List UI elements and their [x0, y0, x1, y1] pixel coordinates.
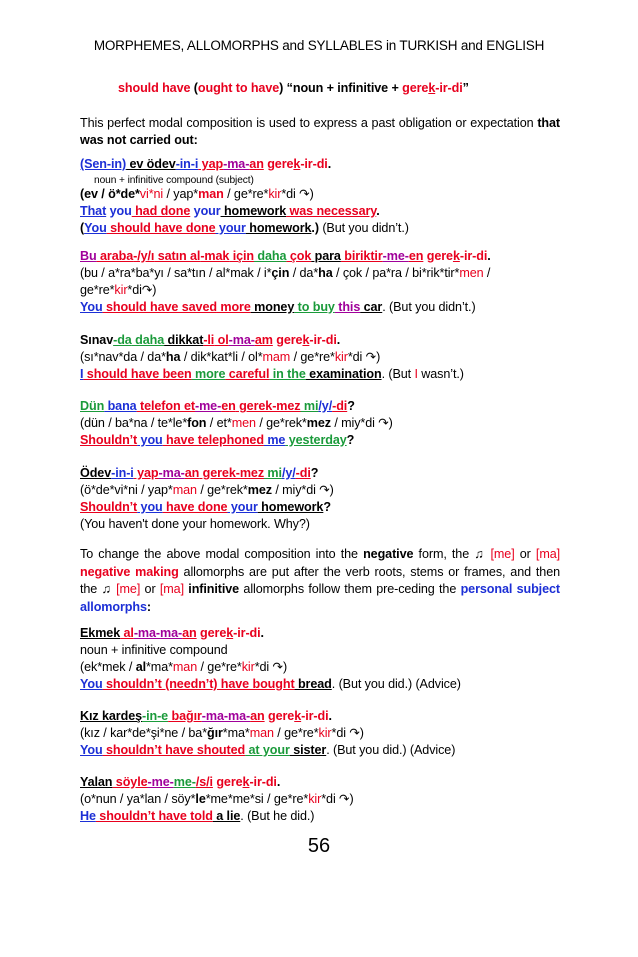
running-header: MORPHEMES, ALLOMORPHS and SYLLABLES in TURKISH and ENGLISH: [93, 38, 545, 53]
syll: kir: [241, 660, 255, 674]
example-8-turkish: [80, 774, 560, 790]
word: daha: [131, 333, 165, 347]
example-7-turkish: [80, 708, 560, 724]
word: your: [190, 204, 221, 218]
word: to buy: [294, 300, 335, 314]
note: . (But you did.) (Advice): [326, 743, 456, 757]
word: Ödev: [80, 466, 112, 480]
syll: / ge*re*: [197, 660, 242, 674]
example-2-syllables-1: [80, 265, 560, 281]
word: Shouldn’t: [80, 500, 138, 514]
example-4-turkish: [80, 398, 560, 414]
para-bold: negative: [363, 547, 414, 561]
intro-text: This perfect modal composition is used to express a past obligation or expectation: [80, 116, 538, 130]
syll: vi*ni: [139, 187, 164, 201]
syll: / da*: [289, 266, 319, 280]
syll: men: [231, 416, 256, 430]
syll: man: [198, 187, 224, 201]
para-text: :: [146, 599, 151, 614]
suffix: k: [302, 333, 310, 347]
word: He: [80, 809, 96, 823]
word: you: [106, 204, 132, 218]
para-text: To change the above modal composition into the: [80, 547, 364, 561]
word: shouldn’t have shouted: [102, 743, 246, 757]
word: (Sen-in): [80, 157, 127, 171]
suffix: -ma-: [133, 626, 161, 640]
word: was necessary: [286, 204, 377, 218]
suffix: en: [221, 399, 236, 413]
word: gerek-mez: [235, 399, 301, 413]
suffix: -me-: [382, 249, 409, 263]
example-1-english: [80, 203, 560, 219]
word: a lie: [212, 809, 241, 823]
syll: *di ↷): [321, 792, 354, 806]
word: çok: [286, 249, 312, 263]
example-4-english: [80, 432, 560, 448]
syll: / ge*re*: [290, 350, 335, 364]
suffix: -da: [113, 333, 132, 347]
syll: (ev / ö*de*: [80, 187, 140, 201]
syll: *me*me*si / ge*re*: [205, 792, 309, 806]
suffix: -me-: [147, 775, 174, 789]
word: should have saved: [102, 300, 217, 314]
syll: *di ↷): [347, 350, 381, 364]
suffix: -ma-: [201, 709, 228, 723]
suffix: /s/i: [195, 775, 213, 789]
word: telefon et: [136, 399, 195, 413]
suffix: k: [226, 626, 234, 640]
para-text: allomorphs are put after the verb roots, stems or frames, and then the ♫: [80, 564, 561, 596]
section-title: [118, 80, 598, 96]
title-part: ) “noun + infinitive +: [279, 81, 403, 95]
syll: ha: [165, 350, 181, 364]
note: . (But you did.) (Advice): [331, 677, 461, 691]
syll: *ma*: [146, 660, 173, 674]
word: al: [120, 626, 134, 640]
suffix: en: [408, 249, 424, 263]
note: . (But he did.): [240, 809, 315, 823]
punct: ?: [347, 399, 355, 413]
example-7-english: [80, 742, 560, 758]
word: gere: [272, 333, 303, 347]
suffix: ma-: [228, 709, 251, 723]
note: (But you didn’t.): [318, 221, 409, 235]
word: homework: [257, 500, 324, 514]
example-8-syllables: [80, 791, 560, 807]
syll: ge*re*: [80, 283, 115, 297]
syll: (kız / kar*de*şi*ne / ba*: [80, 726, 207, 740]
word: yap: [133, 466, 159, 480]
syll: man: [249, 726, 274, 740]
word: biriktir: [340, 249, 383, 263]
word: should have been: [83, 367, 192, 381]
word: Ekmek: [80, 626, 121, 640]
word: You: [80, 300, 103, 314]
example-3-english: [80, 366, 560, 382]
para-bold: infinitive: [183, 582, 240, 596]
suffix: -di: [332, 399, 348, 413]
syll: / ge*re*: [273, 726, 319, 740]
example-1-translation: [80, 220, 560, 236]
word: Kız kardeş: [80, 709, 142, 723]
example-2-turkish: [80, 248, 560, 264]
punct: .): [311, 221, 319, 235]
word: bread: [294, 677, 332, 691]
suffix: -di: [295, 466, 311, 480]
suffix: -li: [203, 333, 215, 347]
para-text: allomorphs follow them pre-ceding the: [239, 582, 461, 596]
word: had done: [131, 204, 191, 218]
example-4-syllables: [80, 415, 560, 431]
word: have done: [162, 500, 228, 514]
syll: (sı*nav*da / da*: [80, 350, 166, 364]
para-red: [me]: [116, 582, 141, 596]
suffix: k: [293, 157, 301, 171]
suffix: -ir-di: [309, 333, 337, 347]
note: I: [414, 367, 418, 381]
example-2-syllables-2: [80, 282, 560, 298]
suffix: -ma-: [223, 157, 250, 171]
syll: fon: [187, 416, 207, 430]
suffix: /y/: [281, 466, 296, 480]
word: your: [227, 500, 258, 514]
syll: kir: [308, 792, 322, 806]
word: more: [191, 367, 226, 381]
suffix: am: [254, 333, 273, 347]
para-red: [ma]: [159, 582, 184, 596]
word: your: [215, 221, 246, 235]
syll: mez: [306, 416, 331, 430]
word: You: [84, 221, 107, 235]
word: daha: [254, 249, 287, 263]
word: mi: [300, 399, 319, 413]
word: (: [80, 221, 85, 235]
syll: mam: [262, 350, 291, 364]
syll: man: [172, 660, 198, 674]
word: have telephoned: [162, 433, 264, 447]
syll: *di↷): [127, 283, 157, 297]
syll: kir: [268, 187, 282, 201]
suffix: me-: [173, 775, 196, 789]
syll: / ge*rek*: [255, 416, 307, 430]
example-5-english: [80, 499, 560, 515]
example-1-note: noun + infinitive compound (subject): [94, 175, 254, 186]
note: . (But: [381, 367, 415, 381]
word: examination: [305, 367, 382, 381]
word: para: [311, 249, 341, 263]
example-1-turkish: [80, 156, 560, 172]
title-part: k: [428, 81, 436, 95]
word: careful: [225, 367, 270, 381]
example-6-syllables: [80, 659, 560, 675]
syll: (ek*mek /: [80, 660, 136, 674]
word: sister: [289, 743, 327, 757]
word: satın al: [154, 249, 201, 263]
syll: / ge*re*: [223, 187, 269, 201]
example-6-english: [80, 676, 560, 692]
suffix: -in-e: [142, 709, 169, 723]
syll: *ma*: [222, 726, 250, 740]
example-3-turkish: [80, 332, 560, 348]
suffix: k: [294, 709, 302, 723]
word: yap: [198, 157, 224, 171]
syll: kir: [318, 726, 332, 740]
syll: *di ↷): [331, 726, 364, 740]
para-red: [me]: [490, 547, 515, 561]
syll: *di ↷): [281, 187, 314, 201]
note: wasn’t.): [417, 367, 464, 381]
para-text: form, the ♫: [413, 547, 491, 561]
intro-paragraph: [80, 115, 560, 148]
syll: kir: [334, 350, 348, 364]
syll: çin: [271, 266, 290, 280]
word: car: [360, 300, 383, 314]
syll: (o*nun / ya*lan / söy*: [80, 792, 196, 806]
para-text: or: [514, 547, 536, 561]
suffix: -ma-: [158, 466, 185, 480]
syll: ha: [318, 266, 333, 280]
syll: / dik*kat*li / ol*: [180, 350, 263, 364]
word: yesterday: [285, 433, 347, 447]
syll: / ge*rek*: [196, 483, 248, 497]
syll: men: [459, 266, 484, 280]
syll: al: [135, 660, 146, 674]
suffix: /y/: [318, 399, 333, 413]
word: money: [250, 300, 295, 314]
syll: / miy*di ↷): [271, 483, 334, 497]
suffix: -in-i: [111, 466, 134, 480]
word: in the: [269, 367, 306, 381]
title-part: (: [190, 81, 198, 95]
example-5-syllables: [80, 482, 560, 498]
word: this: [334, 300, 361, 314]
title-part: ought to have: [197, 81, 280, 95]
para-text: or: [140, 582, 160, 596]
suffix: ma-: [160, 626, 183, 640]
syll: / çok / pa*ra / bi*rik*tir*: [332, 266, 460, 280]
punct: .: [276, 775, 281, 789]
syll: (ö*de*vi*ni / yap*: [80, 483, 173, 497]
suffix: -ir-di: [459, 249, 488, 263]
syll: (dün / ba*na / te*le*: [80, 416, 188, 430]
word: gere: [196, 626, 227, 640]
page-number: 56: [307, 835, 331, 857]
word: gerek-mez: [199, 466, 265, 480]
word: you: [137, 500, 163, 514]
word: Yalan: [80, 775, 113, 789]
word: söyle: [112, 775, 148, 789]
suffix: -ir-di: [300, 157, 328, 171]
suffix: -/y/ı: [133, 249, 155, 263]
example-6-note: noun + infinitive compound: [80, 643, 228, 657]
syll: man: [172, 483, 197, 497]
suffix: -ir-di: [301, 709, 329, 723]
syll: kir: [114, 283, 128, 297]
word: at your: [245, 743, 290, 757]
example-8-english: [80, 808, 560, 824]
word: dikkat: [164, 333, 204, 347]
punct: .: [260, 626, 264, 640]
word: ol: [214, 333, 229, 347]
word: You: [80, 677, 103, 691]
syll: *di ↷): [254, 660, 288, 674]
word: bana: [104, 399, 137, 413]
punct: .: [327, 157, 332, 171]
word: gere: [263, 157, 294, 171]
para-blue-bold: personal subject allomorphs: [80, 582, 560, 614]
word: araba: [96, 249, 134, 263]
punct: .: [487, 249, 491, 263]
suffix: an: [184, 466, 200, 480]
punct: .: [336, 333, 341, 347]
word: ev ödev: [126, 157, 176, 171]
suffix: k: [242, 775, 250, 789]
word: shouldn’t (needn’t) have bought: [102, 677, 295, 691]
word: Bu: [80, 249, 97, 263]
syll: / miy*di ↷): [330, 416, 393, 430]
example-6-turkish: [80, 625, 560, 641]
punct: .: [328, 709, 332, 723]
suffix: an: [250, 709, 265, 723]
example-5-turkish: [80, 465, 560, 481]
suffix: -ma-: [228, 333, 255, 347]
word: bağır: [168, 709, 202, 723]
suffix: an: [249, 157, 264, 171]
punct: .: [376, 204, 380, 218]
suffix: -me-: [194, 399, 222, 413]
word: Dün: [80, 399, 105, 413]
title-part: gere: [402, 81, 429, 95]
punct: ?: [323, 500, 331, 514]
syll: / yap*: [163, 187, 199, 201]
punct: ?: [310, 466, 319, 480]
word: me: [263, 433, 286, 447]
para-red-bold: negative making: [80, 564, 179, 579]
syll: mez: [247, 483, 272, 497]
word: You: [80, 743, 103, 757]
suffix: -in-i: [175, 157, 199, 171]
syll: / et*: [206, 416, 232, 430]
syll: (bu / a*ra*ba*yı / sa*tın / al*mak / i*: [80, 266, 272, 280]
suffix: -mak: [200, 249, 230, 263]
word: shouldn’t have told: [95, 809, 213, 823]
syll: le: [195, 792, 206, 806]
example-3-syllables: [80, 349, 560, 365]
punct: ?: [346, 433, 355, 447]
word: you: [137, 433, 163, 447]
word: homework: [220, 204, 287, 218]
para-red: [ma]: [535, 547, 561, 561]
intro-bold: that was not carried out:: [80, 116, 560, 147]
example-7-syllables: [80, 725, 560, 741]
word: gere: [423, 249, 453, 263]
word: That: [80, 204, 107, 218]
word: Sınav: [80, 333, 114, 347]
negative-paragraph: [80, 546, 560, 616]
suffix: -ir-di: [233, 626, 261, 640]
word: gere: [264, 709, 295, 723]
example-1-syllables: [80, 186, 560, 202]
suffix: k: [452, 249, 460, 263]
syll: /: [483, 266, 491, 280]
word: should have done: [106, 221, 216, 235]
title-part: ”: [462, 81, 469, 95]
word: mi: [264, 466, 282, 480]
word: Shouldn’t: [80, 433, 138, 447]
word: gere: [212, 775, 243, 789]
suffix: -ir-di: [249, 775, 277, 789]
word: için: [229, 249, 255, 263]
example-5-note: (You haven't done your homework. Why?): [80, 517, 310, 531]
suffix: an: [182, 626, 197, 640]
note: . (But you didn’t.): [382, 300, 476, 314]
word: I: [80, 367, 84, 381]
title-part: should have: [118, 81, 191, 95]
example-2-english: [80, 299, 560, 315]
syll: ğır: [207, 726, 223, 740]
title-part: -ir-di: [435, 81, 463, 95]
word: homework: [245, 221, 312, 235]
word: more: [216, 300, 251, 314]
